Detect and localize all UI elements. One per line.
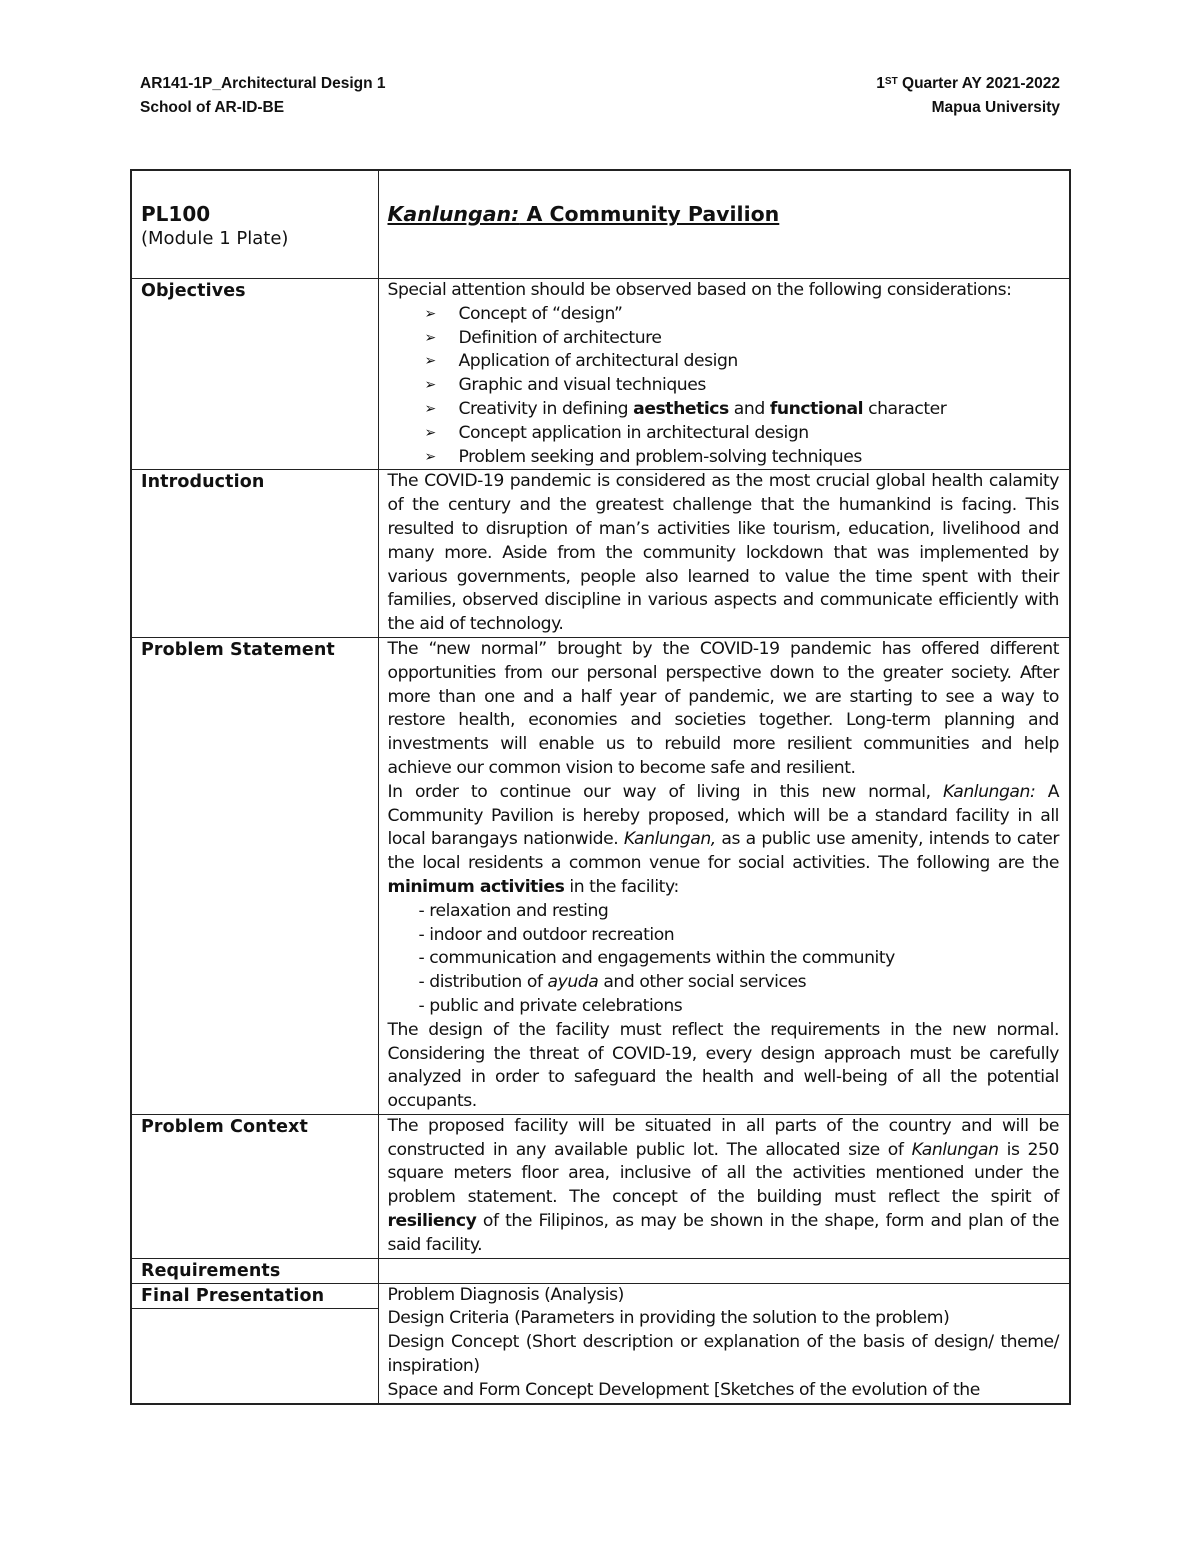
- requirements-row: [131, 1258, 1070, 1283]
- activity-item: - communication and engagements within the community: [418, 948, 895, 969]
- arrow-bullet-icon: ➢: [424, 448, 436, 465]
- title-row: [131, 170, 1070, 279]
- list-item-text: Problem seeking and problem-solving techniques: [458, 446, 862, 467]
- list-item: [425, 398, 1060, 422]
- final-presentation-label: Final Presentation: [132, 1284, 378, 1309]
- text-run: In order to continue our way of living in this new normal,: [387, 781, 944, 802]
- bold-term: minimum activities: [387, 876, 565, 897]
- final-presentation-row: [131, 1283, 1070, 1403]
- quarter-suffix: ST: [884, 76, 898, 87]
- introduction-label: Introduction: [141, 472, 265, 493]
- introduction-row: [131, 470, 1070, 638]
- list-item-text: Graphic and visual techniques: [458, 375, 706, 396]
- arrow-bullet-icon: ➢: [424, 424, 436, 441]
- university-name: Mapua University: [931, 99, 1060, 116]
- introduction-content-cell: [378, 470, 1070, 638]
- italic-term: Kanlungan: [911, 1139, 999, 1160]
- list-item: [425, 446, 1060, 470]
- plate-title-italic: Kanlungan:: [387, 202, 520, 226]
- requirements-content-cell: [378, 1258, 1070, 1283]
- problem-statement-content-cell: [378, 637, 1070, 1114]
- document-header-left: [140, 72, 386, 120]
- arrow-bullet-icon: ➢: [424, 353, 436, 370]
- activity-item: [388, 971, 1060, 995]
- arrow-bullet-icon: ➢: [424, 305, 436, 322]
- plate-code: PL100: [141, 202, 211, 226]
- arrow-bullet-icon: ➢: [424, 329, 436, 346]
- final-presentation-line: Design Concept (Short description or explanation of the basis of design/ theme/ inspiration): [387, 1332, 1059, 1377]
- final-presentation-line: Design Criteria (Parameters in providing the solution to the problem): [387, 1308, 950, 1329]
- problem-statement-para1: The “new normal” brought by the COVID-19 pandemic has offered different opportunities from our personal perspective down to the greater society. After more than one and a half year of pandemic, we are starting to see a way to restore health, economies and societies together. Long-term planning and investments will enable us to rebuild more resilient communities and help achieve our common vision to become safe and resilient.: [387, 638, 1059, 778]
- list-item: [425, 350, 1060, 374]
- text-run: and other social services: [598, 972, 807, 993]
- plate-title-cell: [378, 170, 1070, 279]
- plate-title: [388, 201, 1060, 227]
- problem-context-label-cell: [131, 1114, 378, 1258]
- arrow-bullet-icon: ➢: [424, 400, 436, 417]
- requirements-label-cell: [131, 1258, 378, 1283]
- problem-statement-para2: [388, 781, 1060, 900]
- text-run: in the facility:: [564, 876, 679, 897]
- problem-context-row: [131, 1114, 1070, 1258]
- italic-term: Kanlungan:: [943, 781, 1036, 802]
- activity-item: - indoor and outdoor recreation: [418, 924, 675, 945]
- objectives-label: Objectives: [141, 281, 246, 301]
- activity-item: - relaxation and resting: [418, 900, 609, 921]
- list-item: [425, 327, 1060, 351]
- list-item: [425, 374, 1060, 398]
- text-run: A Community Pavilion is hereby proposed, which will be a standard facility in all local barangays nationwide.: [387, 781, 1059, 850]
- problem-context-text: [388, 1115, 1060, 1258]
- introduction-label-cell: [131, 470, 378, 638]
- list-item-text: character: [863, 398, 947, 419]
- activity-item: - public and private celebrations: [418, 995, 683, 1016]
- problem-context-label: Problem Context: [141, 1116, 308, 1137]
- plate-module: (Module 1 Plate): [141, 228, 289, 249]
- list-item-text: Concept of “design”: [458, 303, 623, 324]
- list-item-text: and: [728, 398, 770, 419]
- problem-statement-label-cell: [131, 637, 378, 1114]
- bold-term: aesthetics: [633, 398, 729, 419]
- final-presentation-line: Problem Diagnosis (Analysis): [387, 1284, 624, 1305]
- final-presentation-content-cell: [378, 1283, 1070, 1403]
- text-run: of the Filipinos, as may be shown in the shape, form and plan of the said facility.: [387, 1211, 1059, 1255]
- objectives-row: [131, 279, 1070, 470]
- quarter-number: 1: [876, 75, 885, 92]
- plate-code-cell: [131, 170, 378, 279]
- text-run: - distribution of: [418, 972, 548, 993]
- objectives-content-cell: [378, 279, 1070, 470]
- list-item-text: Creativity in defining: [458, 398, 634, 419]
- list-item-text: Application of architectural design: [458, 351, 738, 372]
- text-run: is 250 square meters floor area, inclusive of all the activities mentioned under the problem statement. The concept of the building must reflect the spirit of: [387, 1139, 1060, 1208]
- arrow-bullet-icon: ➢: [424, 377, 436, 394]
- problem-context-content-cell: [378, 1114, 1070, 1258]
- text-run: The proposed facility will be situated in all parts of the country and will be constructed in any available public lot. The allocated size of: [387, 1115, 1059, 1160]
- objectives-label-cell: [131, 279, 378, 470]
- list-item-text: Definition of architecture: [458, 327, 662, 348]
- final-presentation-line: Space and Form Concept Development [Sketches of the evolution of the: [387, 1379, 980, 1400]
- problem-statement-para3: The design of the facility must reflect the requirements in the new normal. Considering the threat of COVID-19, every design approach must be carefully analyzed in order to safeguard the health and well-being of all the potential occupants.: [387, 1019, 1059, 1112]
- list-item-text: Concept application in architectural design: [458, 422, 809, 443]
- list-item: [425, 303, 1060, 327]
- school-name: School of AR-ID-BE: [140, 99, 285, 116]
- bold-term: functional: [769, 398, 864, 419]
- text-run: as a public use amenity, intends to cater the local residents a common venue for social activities. The following are the: [387, 829, 1059, 874]
- list-item: [425, 422, 1060, 446]
- introduction-text: The COVID-19 pandemic is considered as the most crucial global health calamity of the century and the greatest challenge that the humankind is facing. This resulted to disruption of man’s activities like tourism, education, livelihood and many more. Aside from the community lockdown that was implemented by various governments, people also learned to value the time spent with their families, observed discipline in various aspects and communicate efficiently with the aid of technology.: [387, 471, 1059, 635]
- academic-year: Quarter AY 2021-2022: [897, 75, 1060, 92]
- document-header-right: [876, 72, 1060, 120]
- objectives-list: [388, 303, 1060, 470]
- final-presentation-label-cell: [131, 1283, 378, 1403]
- italic-term: ayuda: [547, 972, 599, 993]
- problem-statement-row: [131, 637, 1070, 1114]
- plate-table: [130, 169, 1071, 1405]
- problem-statement-label: Problem Statement: [141, 639, 335, 660]
- plate-title-rest: A Community Pavilion: [519, 202, 780, 226]
- requirements-label: Requirements: [141, 1260, 281, 1281]
- italic-term: Kanlungan,: [623, 829, 716, 850]
- objectives-intro: Special attention should be observed based on the following considerations:: [387, 280, 1012, 300]
- bold-term: resiliency: [387, 1211, 477, 1232]
- quarter-label: [876, 72, 1060, 96]
- course-title: AR141-1P_Architectural Design 1: [140, 75, 386, 92]
